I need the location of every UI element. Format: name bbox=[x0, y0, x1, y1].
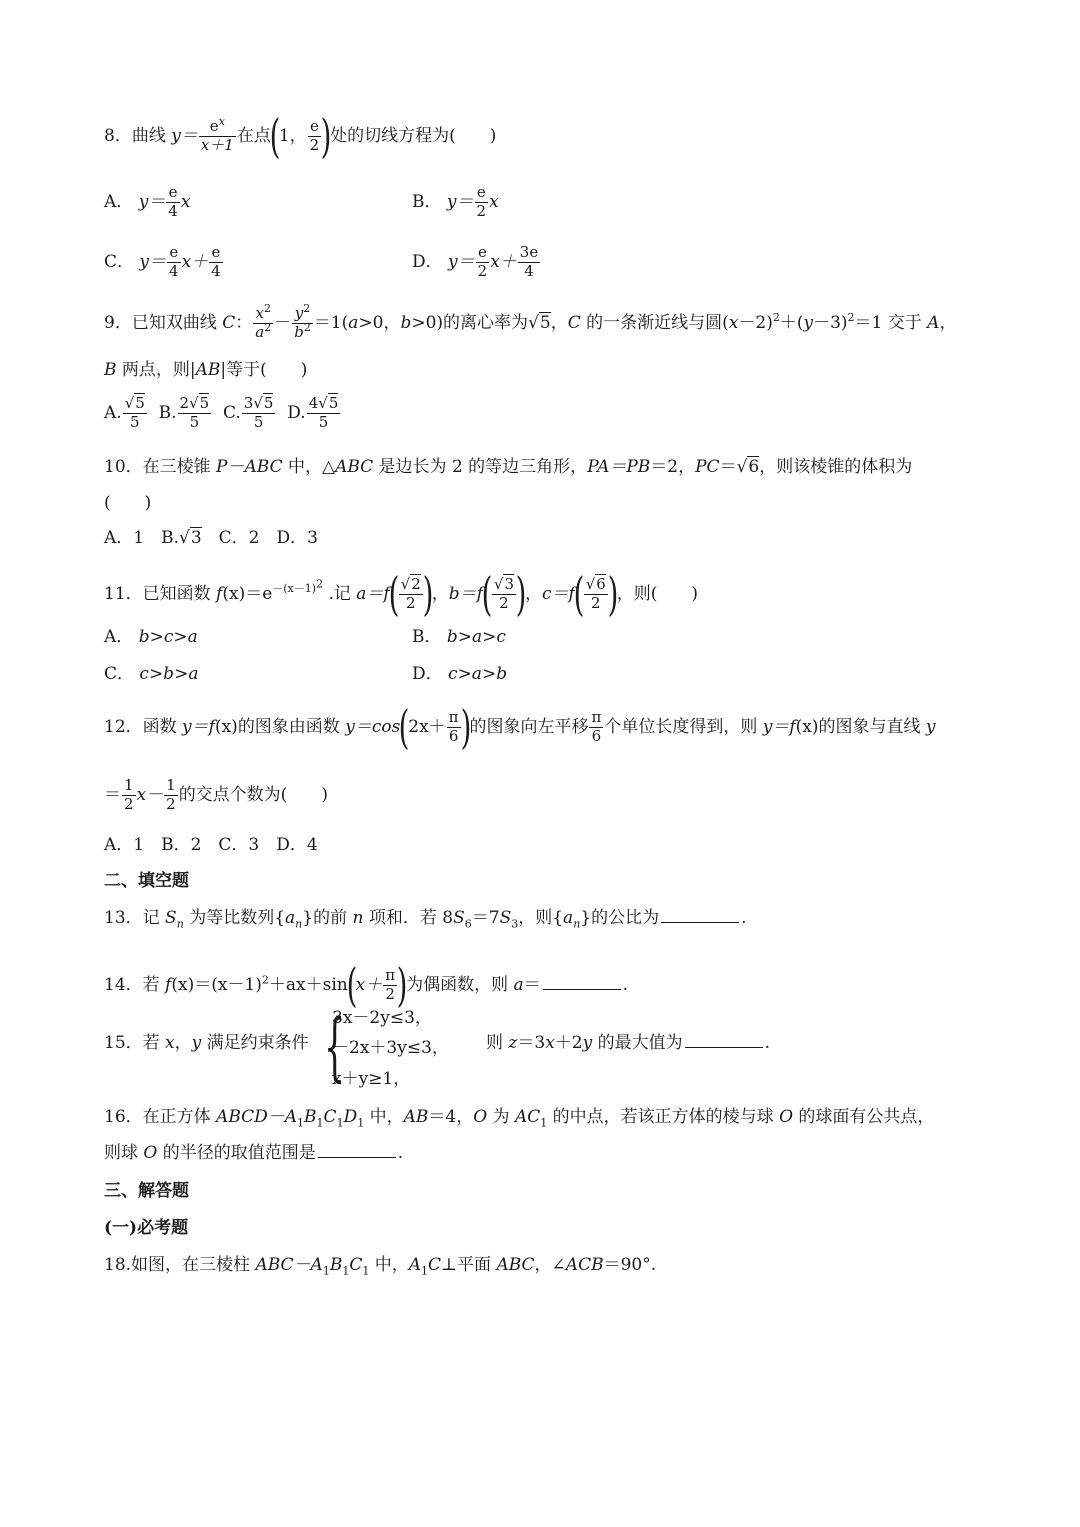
q8-option-c: C． y＝ $\frac{e}{4}$ x＋ $\frac{e}{4}$ bbox=[104, 243, 221, 280]
q11-stem: 11．已知函数 $f(x)=e^{-(x-1)^2}$ .记 a＝f( $\frac{√2}{2}$ )，b＝f( $\frac{√3}{2}$ )，c＝f( $\frac{√6}{2}$ )，则( ) bbox=[104, 567, 699, 621]
q16-number: 16． bbox=[104, 1107, 143, 1127]
section-solutions: 三、解答题 bbox=[104, 1181, 189, 1201]
q15-stem-tail: 则 z＝3x＋2y 的最大值为 . bbox=[486, 1033, 771, 1053]
q16-stem: 16．在正方体 $ABCD-A_1B_1C_1D_1$ 中，AB＝4，O 为 $AC_1$ 的中点，若该正方体的棱与球 O 的球面有公共点， bbox=[104, 1107, 935, 1130]
q11-option-d: D． c>a>b bbox=[412, 664, 508, 684]
section-fill-in: 二、填空题 bbox=[104, 871, 189, 891]
q13-answer-blank[interactable] bbox=[661, 921, 739, 923]
q13-stem: 13．记 $S_n$ 为等比数列$\{a_n\}$的前 n 项和．若 $8S_6=7S_3$，则$\{a_n\}$的公比为 . bbox=[104, 908, 747, 931]
q9-option-b: B. bbox=[158, 402, 177, 423]
q15-constraint-brace: { bbox=[324, 1004, 346, 1090]
q8-fraction: $\frac{e^x}{x+1}$ bbox=[200, 115, 234, 154]
q11-number: 11． bbox=[104, 583, 143, 604]
q15-number: 15． bbox=[104, 1033, 143, 1053]
q11-option-b: B． b>a>c bbox=[412, 627, 506, 647]
q18-stem: 18.如图，在三棱柱 $ABC-A_1B_1C_1$ 中，$A_1C\perp$平面 ABC，∠ACB＝90°. bbox=[104, 1255, 657, 1278]
q16-answer-blank[interactable] bbox=[318, 1156, 396, 1158]
q9-option-c: C. bbox=[222, 402, 241, 423]
q15-stem: 15．若 x，y 满足约束条件 bbox=[104, 1033, 309, 1053]
q16-stem-line2: 则球 O 的半径的取值范围是 . bbox=[104, 1143, 404, 1163]
q10-number: 10． bbox=[104, 457, 143, 477]
q9-option-a: A. bbox=[104, 402, 122, 423]
q12-stem: 12．函数 y＝f(x)的图象由函数 y＝cos(2x＋ $\frac{\pi}{6}$ )的图象向左平移 $\frac{\pi}{6}$ 个单位长度得到，则 y＝f(x)的图象与直线 y bbox=[104, 700, 936, 754]
q9-number: 9． bbox=[104, 312, 132, 333]
q9-options: A. $\frac{√5}{5}$ B. $\frac{2√5}{5}$ C. $\frac{3√5}{5}$ D. $\frac{4√5}{5}$ bbox=[104, 394, 339, 431]
q12-options: A．1 B．2 C．3 D．4 bbox=[104, 835, 318, 855]
q8-option-a: A． y＝ $\frac{e}{4}$ x bbox=[104, 183, 191, 220]
q10-stem-line2: ( ) bbox=[104, 493, 152, 513]
q8-option-b: B． y＝ $\frac{e}{2}$ x bbox=[412, 183, 499, 220]
q10-options: A．1 B.√3 C．2 D．3 bbox=[104, 528, 318, 548]
q15-answer-blank[interactable] bbox=[685, 1046, 763, 1048]
q14-number: 14． bbox=[104, 974, 143, 995]
q8-number: 8． bbox=[104, 125, 132, 146]
q9-stem-line2: B 两点，则|AB|等于( ) bbox=[104, 360, 308, 380]
q11-option-a: A． b>c>a bbox=[104, 627, 198, 647]
q14-stem: 14．若 $f(x)=(x-1)^2+ax+\sin(x+$ $\frac{\pi}{2}$ )为偶函数，则 a＝ . bbox=[104, 958, 629, 1012]
q18-number: 18. bbox=[104, 1255, 132, 1275]
q11-option-c: C． c>b>a bbox=[104, 664, 199, 684]
q15-constraint-2: －2x＋3y≤3， bbox=[332, 1038, 449, 1058]
q8-option-d: D． y＝ $\frac{e}{2}$ x＋ $\frac{3e}{4}$ bbox=[412, 243, 539, 280]
q9-option-d: D. bbox=[287, 402, 306, 423]
q14-answer-blank[interactable] bbox=[543, 988, 621, 990]
q12-number: 12． bbox=[104, 716, 143, 737]
q9-stem: 9．已知双曲线 C： $\frac{x^2}{a^2}$ － $\frac{y^2}{b^2}$ ＝1(a>0，b>0)的离心率为√5，C 的一条渐近线与圆$(x-2)^2+(y-3)^2=1$ 交于 A， bbox=[104, 302, 957, 341]
q8-stem: 8．曲线 y＝ $\frac{e^x}{x+1}$ 在点(1， $\frac{e}{2}$ )处的切线方程为( ) bbox=[104, 109, 497, 163]
subsection-required: (一)必考题 bbox=[104, 1218, 189, 1238]
q10-stem: 10．在三棱锥 P－ABC 中，△ABC 是边长为 2 的等边三角形，PA＝PB＝2，PC＝√6，则该棱锥的体积为 bbox=[104, 457, 913, 477]
q15-constraint-1: 3x－2y≤3， bbox=[332, 1008, 432, 1028]
q12-stem-line2: ＝ $\frac{1}{2}$ x－ $\frac{1}{2}$ 的交点个数为( ) bbox=[104, 776, 328, 813]
q15-constraint-3: x＋y≥1， bbox=[332, 1069, 411, 1089]
q13-number: 13． bbox=[104, 908, 143, 928]
